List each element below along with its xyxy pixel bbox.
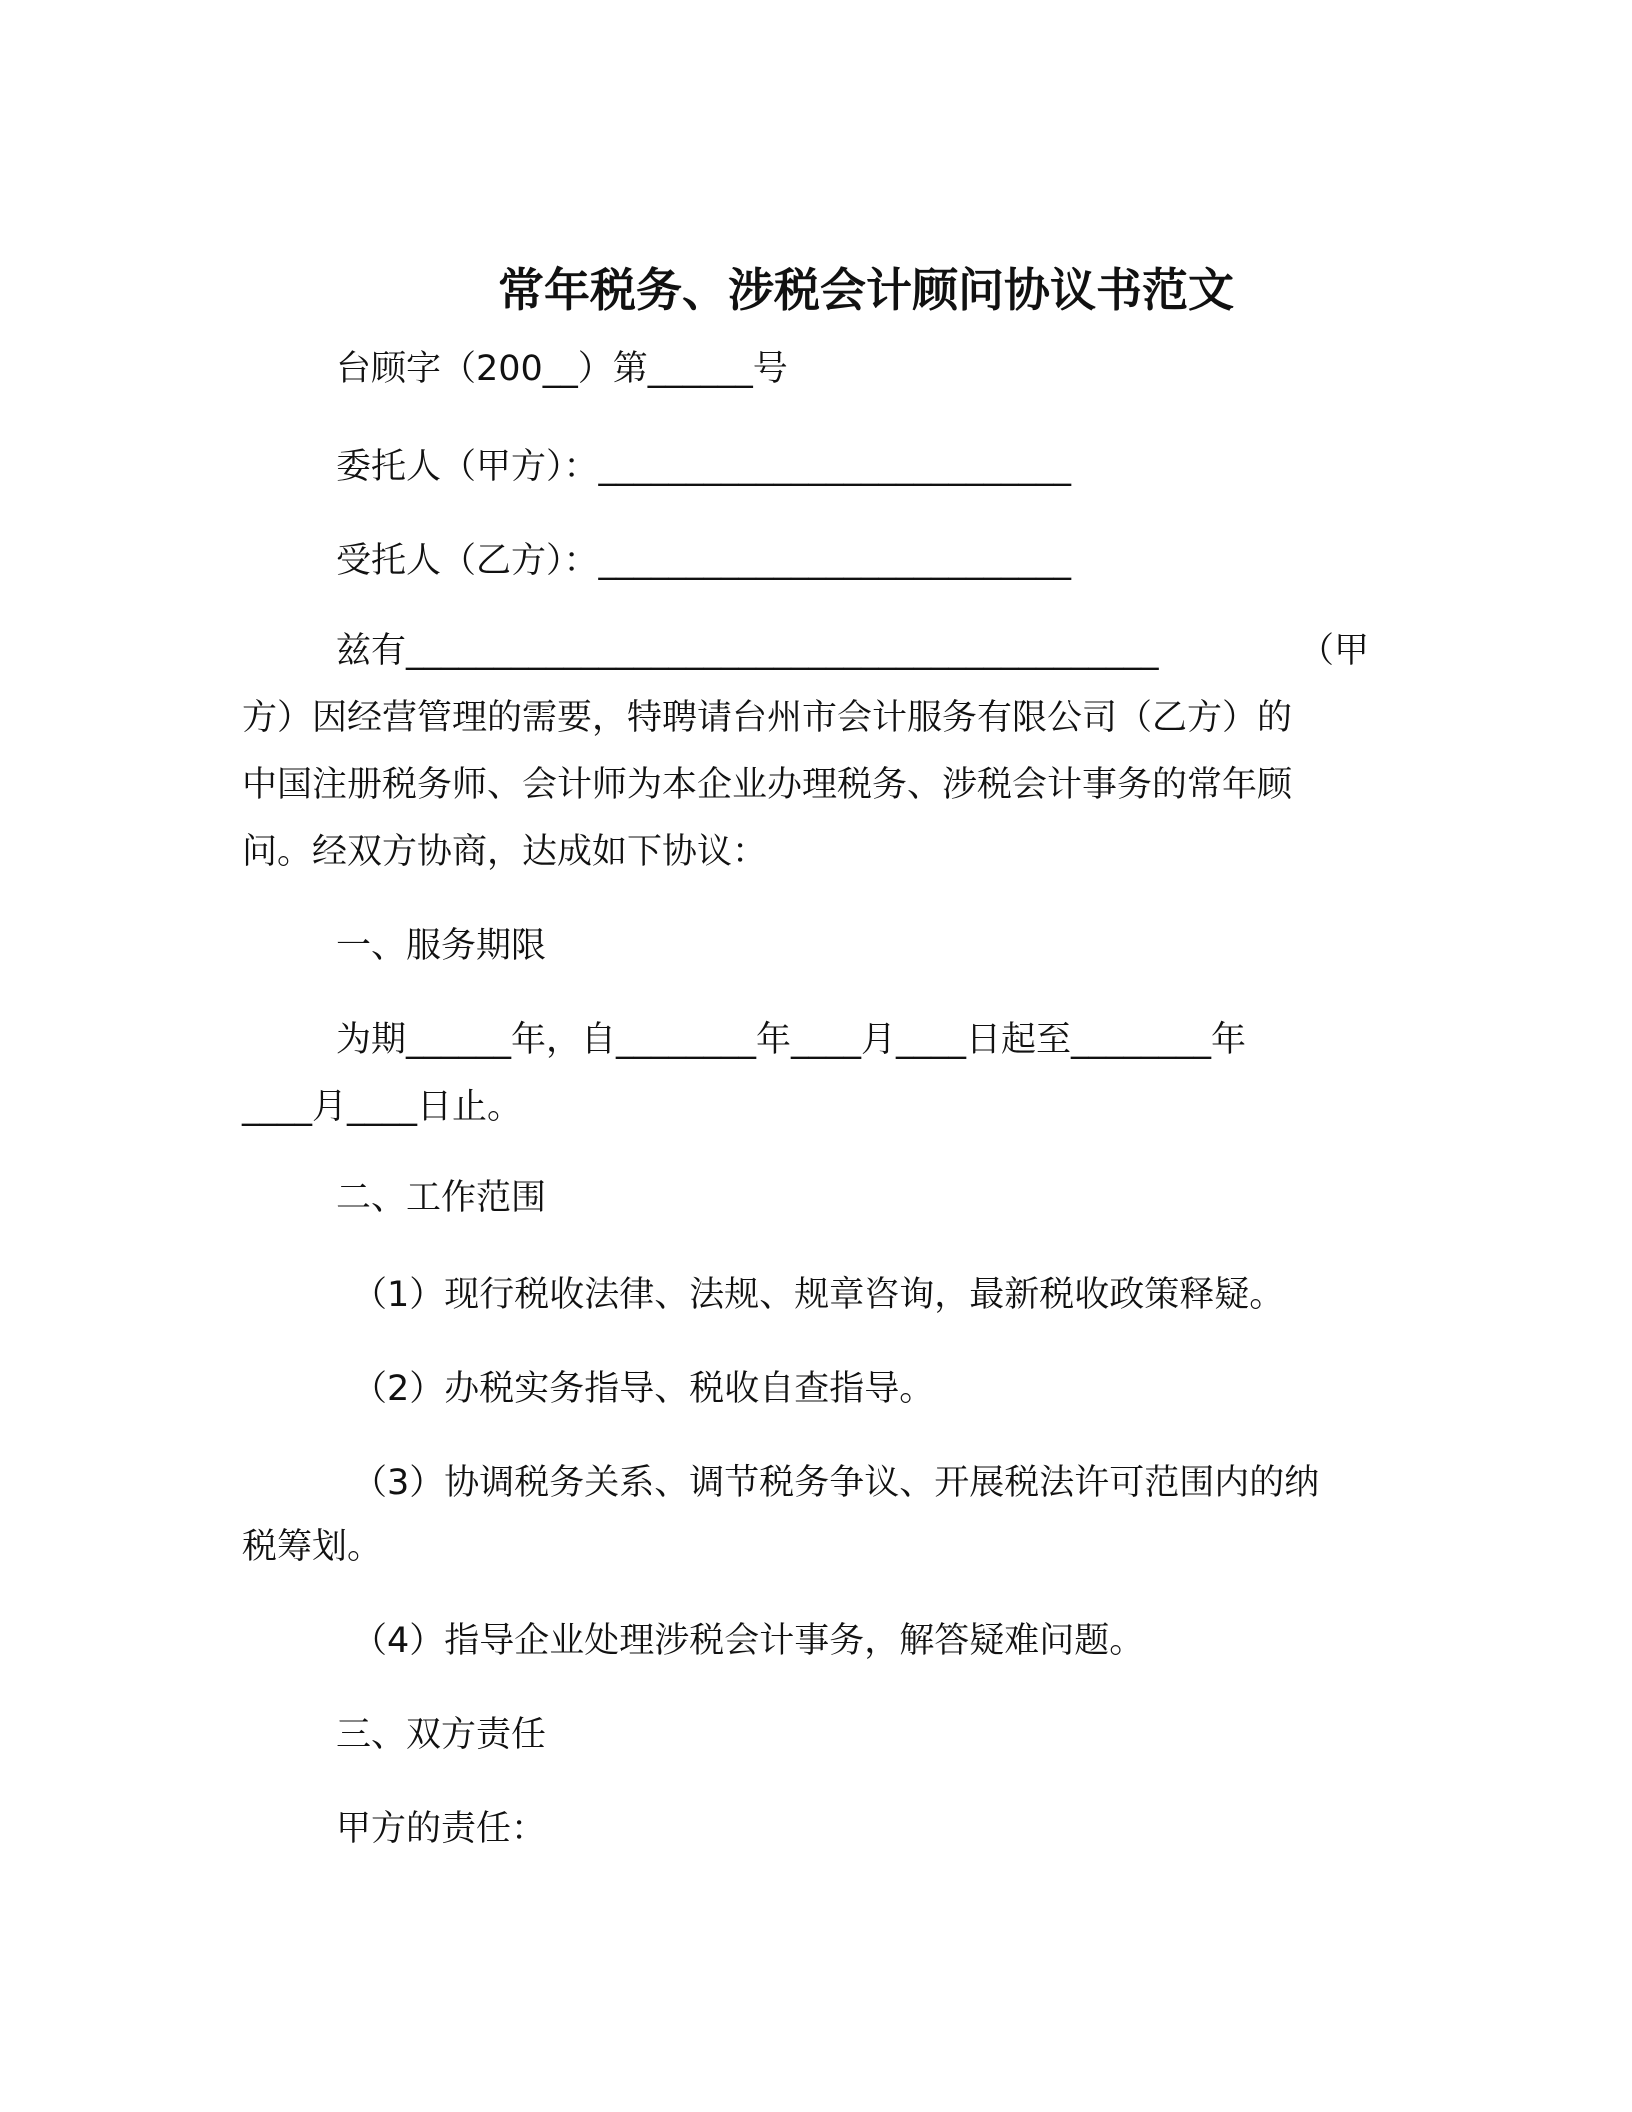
preamble-party-a: （甲 (1298, 631, 1369, 671)
term-line-1: 为期______年，自________年____月____日起至________年 (336, 1020, 1247, 1060)
agent-party-line: 受托人（乙方）：___________________________ (336, 541, 1072, 581)
scope-item-2: （2）办税实务指导、税收自查指导。 (352, 1369, 935, 1409)
preamble-line-1 (336, 627, 1369, 675)
scope-item-3-cont: 税筹划。 (242, 1527, 383, 1567)
preamble-line-3: 中国注册税务师、会计师为本企业办理税务、涉税会计事务的常年顾 (242, 765, 1293, 805)
preamble-blank: 兹有___________________________________________ (336, 631, 1159, 671)
preamble-line-4: 问。经双方协商，达成如下协议： (242, 832, 768, 872)
preamble-line-2: 方）因经营管理的需要，特聘请台州市会计服务有限公司（乙方）的 (242, 698, 1293, 738)
scope-item-1: （1）现行税收法律、法规、规章咨询，最新税收政策释疑。 (352, 1275, 1285, 1315)
document-number: 台顾字（200__）第______号 (336, 349, 788, 389)
scope-item-4: （4）指导企业处理涉税会计事务，解答疑难问题。 (352, 1621, 1145, 1661)
section-heading-scope: 二、工作范围 (336, 1178, 547, 1218)
section-heading-term: 一、服务期限 (336, 926, 547, 966)
section-heading-responsibilities: 三、双方责任 (336, 1715, 547, 1755)
document-title: 常年税务、涉税会计顾问协议书范文 (498, 263, 1234, 317)
client-party-line: 委托人（甲方）：___________________________ (336, 447, 1072, 487)
term-line-2: ____月____日止。 (242, 1087, 523, 1127)
party-a-responsibilities: 甲方的责任： (336, 1809, 547, 1849)
scope-item-3: （3）协调税务关系、调节税务争议、开展税法许可范围内的纳 (352, 1463, 1320, 1503)
